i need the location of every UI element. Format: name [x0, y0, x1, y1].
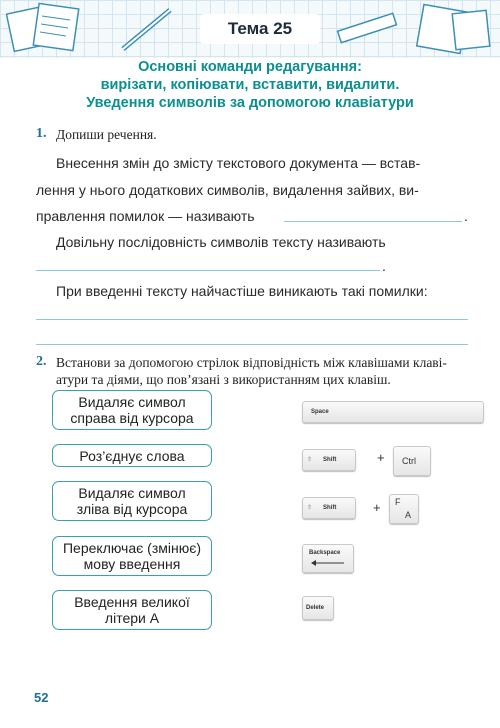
action-label: Видаляє символ: [78, 394, 186, 410]
key-label: Backspace: [309, 550, 341, 556]
f-a-key[interactable]: [389, 494, 419, 524]
key-label: Space: [311, 409, 329, 415]
action-label: Введення великої: [74, 594, 190, 610]
action-box-delete-right[interactable]: [52, 390, 212, 430]
plus-sign: +: [373, 500, 381, 515]
task-2-instruction: атури та діями, що пов’язані з використанням цих клавіш.: [56, 372, 391, 387]
book-illustration: [410, 2, 496, 56]
period: .: [382, 258, 386, 274]
key-label: Shift: [323, 505, 337, 511]
action-box-separate-words[interactable]: [52, 444, 212, 467]
shift-arrow-icon: ⇧: [307, 457, 313, 463]
space-key[interactable]: [302, 401, 484, 423]
key-label: F: [395, 497, 401, 507]
arrow-left-icon: [311, 560, 345, 566]
action-label: зліва від курсора: [76, 501, 188, 517]
task-1-instruction: Допиши речення.: [56, 127, 157, 142]
key-label: Ctrl: [402, 456, 416, 466]
key-label: A: [405, 510, 412, 520]
task-1-number: 1.: [36, 126, 47, 141]
task-2-number: 2.: [36, 354, 47, 369]
paragraph-line: При введенні тексту найчастіше виникають такі помилки:: [56, 283, 428, 299]
lesson-title-line: Уведення символів за допомогою клавіатури: [86, 95, 414, 111]
shift-key[interactable]: [302, 449, 356, 471]
action-box-capital-a[interactable]: [52, 590, 212, 630]
lesson-title: [30, 58, 470, 112]
action-label: справа від курсора: [70, 410, 194, 426]
action-label: літери А: [104, 610, 160, 626]
paragraph-line: лення у нього додаткових символів, видалення зайвих, ви-: [36, 182, 419, 198]
paragraph-line: Внесення змін до змісту текстового документа — встав-: [56, 155, 421, 171]
answer-line-2[interactable]: [36, 270, 380, 271]
answer-line-3[interactable]: [36, 319, 468, 320]
paragraph-line: Довільну послідовність символів тексту називають: [56, 234, 386, 250]
period: .: [464, 208, 468, 224]
key-label: Delete: [306, 605, 325, 611]
pencil-illustration: [118, 4, 178, 54]
page-number: 52: [34, 690, 49, 705]
delete-key[interactable]: [302, 596, 334, 620]
paragraph-line: правлення помилок — називають: [36, 208, 255, 224]
task-2-instruction: Встанови за допомогою стрілок відповідність між клавішами клаві-: [56, 355, 447, 370]
answer-line-1[interactable]: [284, 221, 462, 222]
action-box-switch-language[interactable]: [52, 536, 212, 576]
shift-key[interactable]: [302, 497, 356, 519]
action-label: Видаляє символ: [78, 485, 186, 501]
topic-title: Тема 25: [200, 14, 320, 44]
action-label: мову введення: [83, 556, 181, 572]
action-label: Переключає (змінює): [62, 540, 202, 556]
shift-arrow-icon: ⇧: [307, 505, 313, 511]
key-label: Shift: [323, 457, 337, 463]
action-label: Роз’єднує слова: [79, 447, 185, 464]
plus-sign: +: [377, 450, 385, 465]
ruler-illustration: [330, 4, 400, 54]
action-box-delete-left[interactable]: [52, 481, 212, 521]
lesson-title-line: вирізати, копіювати, вставити, видалити.: [100, 77, 400, 93]
lesson-title-line: Основні команди редагування:: [138, 59, 362, 75]
notebook-illustration: [6, 2, 96, 54]
ctrl-key[interactable]: [393, 446, 431, 476]
backspace-key[interactable]: [302, 544, 354, 573]
answer-line-4[interactable]: [36, 344, 468, 345]
